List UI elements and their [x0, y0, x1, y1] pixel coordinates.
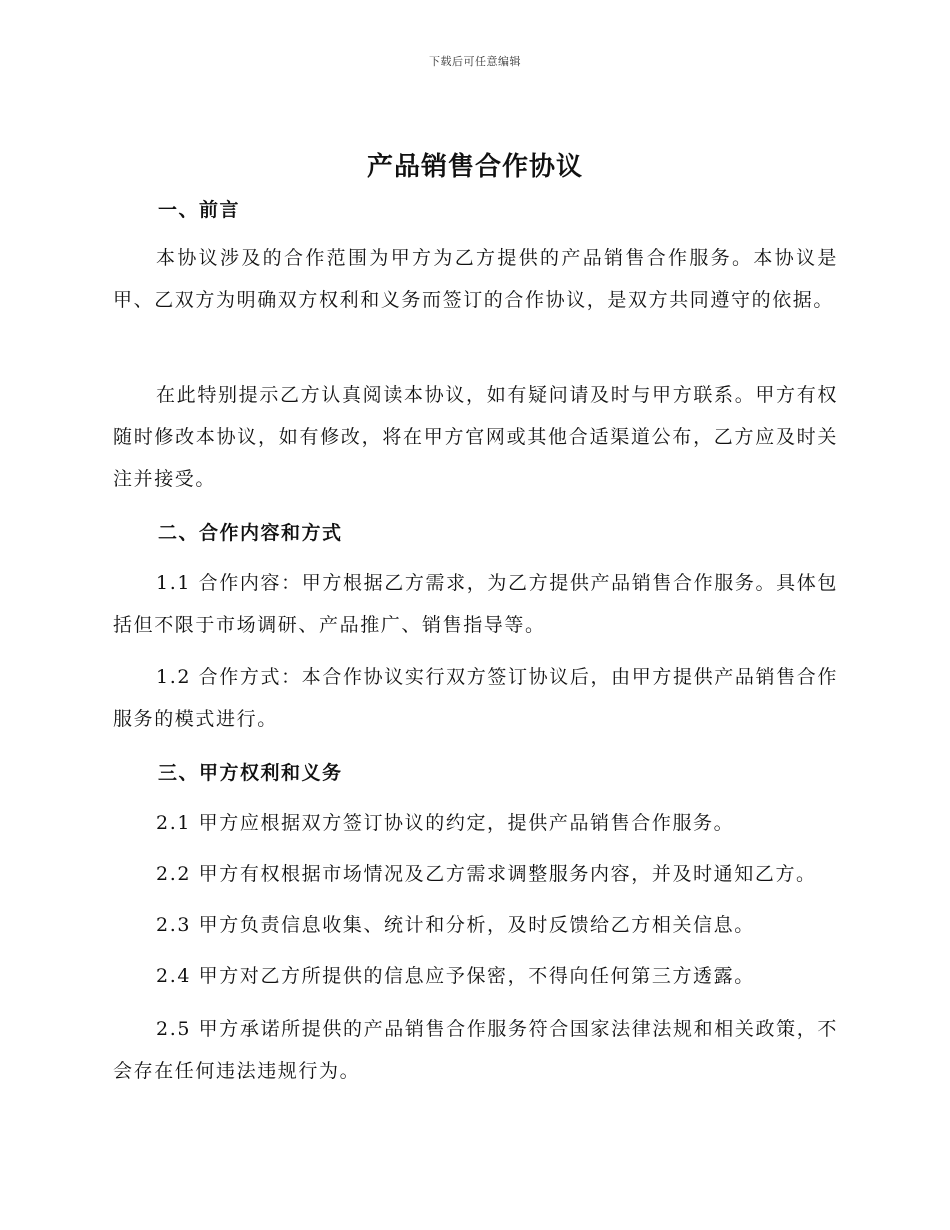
page-header-note: 下载后可任意编辑: [429, 55, 521, 68]
paragraph: 1.2 合作方式：本合作协议实行双方签订协议后，由甲方提供产品销售合作服务的模式进行。: [113, 666, 838, 730]
section-heading-cooperation: 二、合作内容和方式: [158, 522, 343, 544]
paragraph: 2.3 甲方负责信息收集、统计和分析，及时反馈给乙方相关信息。: [156, 914, 755, 936]
paragraph: 2.1 甲方应根据双方签订协议的约定，提供产品销售合作服务。: [156, 812, 735, 834]
document-title: 产品销售合作协议: [366, 152, 583, 182]
paragraph: 在此特别提示乙方认真阅读本协议，如有疑问请及时与甲方联系。甲方有权随时修改本协议，如有修改，将在甲方官网或其他合适渠道公布，乙方应及时关注并接受。: [113, 384, 838, 490]
paragraph: 2.5 甲方承诺所提供的产品销售合作服务符合国家法律法规和相关政策，不会存在任何违法违规行为。: [113, 1018, 838, 1082]
paragraph: 本协议涉及的合作范围为甲方为乙方提供的产品销售合作服务。本协议是甲、乙双方为明确双方权利和义务而签订的合作协议，是双方共同遵守的依据。: [113, 247, 838, 311]
section-heading-preface: 一、前言: [158, 199, 241, 221]
paragraph: 1.1 合作内容：甲方根据乙方需求，为乙方提供产品销售合作服务。具体包括但不限于市场调研、产品推广、销售指导等。: [113, 572, 838, 636]
section-heading-party-a-rights: 三、甲方权利和义务: [158, 762, 343, 784]
paragraph: 2.4 甲方对乙方所提供的信息应予保密，不得向任何第三方透露。: [156, 965, 755, 987]
paragraph: 2.2 甲方有权根据市场情况及乙方需求调整服务内容，并及时通知乙方。: [156, 863, 817, 885]
